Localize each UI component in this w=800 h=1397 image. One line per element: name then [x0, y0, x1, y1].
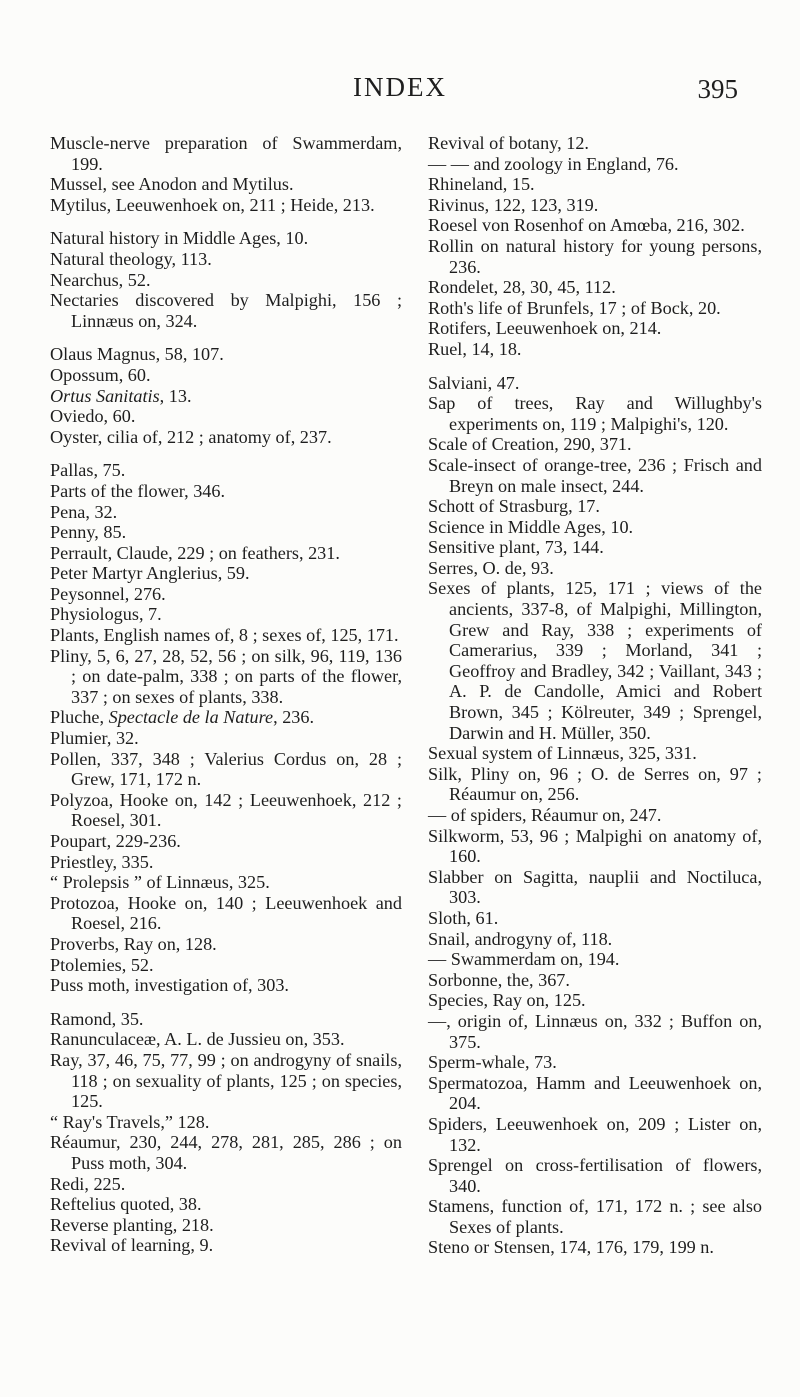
index-entry: Silk, Pliny on, 96 ; O. de Serres on, 97 ; Réaumur on, 256. [428, 763, 762, 805]
index-entry: Rondelet, 28, 30, 45, 112. [428, 277, 616, 298]
index-entry: Stamens, function of, 171, 172 n. ; see also Sexes of plants. [428, 1196, 762, 1237]
index-entry: —, origin of, Linnæus on, 332 ; Buffon on, 375. [428, 1010, 762, 1052]
index-entry: Ortus Sanitatis, 13. [50, 385, 192, 406]
index-entry: Species, Ray on, 125. [428, 990, 586, 1011]
index-entry: Ruel, 14, 18. [428, 338, 522, 359]
index-entry: Poupart, 229-236. [50, 831, 181, 851]
index-entry: Slabber on Sagitta, nauplii and Noctiluca, 303. [428, 866, 762, 908]
index-entry: Ptolemies, 52. [50, 954, 154, 975]
index-entry: Natural theology, 113. [50, 248, 212, 269]
index-entry: Sprengel on cross-fertilisation of flowers, 340. [428, 1155, 762, 1196]
index-entry: Plumier, 32. [50, 728, 139, 749]
index-entry: Sexes of plants, 125, 171 ; views of the ancients, 337-8, of Malpighi, Millington, Grew and Ray, 338 ; experiments of Camerarius, 339 ; Morland, 341 ; Geoffroy and Bradley, 342 ; Vaillant, 343 ; A. P. de Candolle, Amici and Robert Brown, 345 ; Kölreuter, 349 ; Sprengel, Darwin and H. Müller, 350. [428, 578, 762, 743]
index-entry: Reverse planting, 218. [50, 1214, 214, 1235]
index-entry: Redi, 225. [50, 1173, 126, 1194]
index-entry: Physiologus, 7. [50, 604, 162, 625]
index-entry: Roesel von Rosenhof on Amœba, 216, 302. [428, 215, 745, 236]
index-entry: Réaumur, 230, 244, 278, 281, 285, 286 ; on Puss moth, 304. [50, 1132, 402, 1173]
section-gap [50, 447, 402, 460]
index-entry: Olaus Magnus, 58, 107. [50, 344, 224, 365]
index-entry: Silkworm, 53, 96 ; Malpighi on anatomy of, 160. [428, 825, 762, 867]
index-entry: Peter Martyr Anglerius, 59. [50, 563, 250, 584]
index-entry: Polyzoa, Hooke on, 142 ; Leeuwenhoek, 212 ; Roesel, 301. [50, 789, 402, 831]
index-entry: Natural history in Middle Ages, 10. [50, 228, 309, 249]
index-entry: Ray, 37, 46, 75, 77, 99 ; on androgyny of snails, 118 ; on sexuality of plants, 125 ; on species, 125. [50, 1049, 402, 1112]
index-entry: Priestley, 335. [50, 851, 154, 872]
section-gap [50, 215, 402, 228]
index-entry: Sexual system of Linnæus, 325, 331. [428, 743, 697, 764]
index-entry: Parts of the flower, 346. [50, 480, 226, 501]
page-header [0, 72, 800, 112]
index-entry: Rivinus, 122, 123, 319. [428, 194, 599, 215]
page-title: INDEX [353, 72, 447, 102]
index-entry: Sloth, 61. [428, 907, 499, 928]
index-entry: Proverbs, Ray on, 128. [50, 933, 217, 954]
index-entry: Roth's life of Brunfels, 17 ; of Bock, 20. [428, 297, 721, 318]
index-entry: Pallas, 75. [50, 460, 126, 481]
index-entry: Peysonnel, 276. [50, 583, 166, 604]
index-entry: Oviedo, 60. [50, 406, 136, 427]
index-entry: Rotifers, Leeuwenhoek on, 214. [428, 318, 662, 339]
index-entry: Pluche, Spectacle de la Nature, 236. [50, 707, 315, 728]
index-entry: Opossum, 60. [50, 364, 151, 385]
index-entry: Muscle-nerve preparation of Swammerdam, 199. [50, 133, 402, 174]
index-column-left [50, 133, 402, 1256]
index-entry: “ Ray's Travels,” 128. [50, 1111, 210, 1132]
index-entry: Protozoa, Hooke on, 140 ; Leeuwenhoek and Roesel, 216. [50, 892, 402, 934]
section-gap [50, 996, 402, 1009]
index-entry: Perrault, Claude, 229 ; on feathers, 231. [50, 542, 340, 563]
index-entry: Revival of botany, 12. [428, 133, 589, 153]
index-entry: Ramond, 35. [50, 1008, 144, 1029]
index-entry: Spermatozoa, Hamm and Leeuwenhoek on, 204. [428, 1072, 762, 1114]
index-entry: Sensitive plant, 73, 144. [428, 537, 604, 558]
index-entry: Rhineland, 15. [428, 174, 535, 195]
index-entry: Scale-insect of orange-tree, 236 ; Frisch and Breyn on male insect, 244. [428, 454, 762, 496]
section-gap [50, 331, 402, 344]
index-entry: Pliny, 5, 6, 27, 28, 52, 56 ; on silk, 96, 119, 136 ; on date-palm, 338 ; on parts of the flower, 337 ; on sexes of plants, 338. [50, 645, 402, 707]
index-entry: Serres, O. de, 93. [428, 557, 554, 578]
index-entry: “ Prolepsis ” of Linnæus, 325. [50, 872, 270, 893]
index-entry: Pena, 32. [50, 501, 118, 522]
index-entry: Mytilus, Leeuwenhoek on, 211 ; Heide, 213. [50, 194, 375, 215]
index-entry: Salviani, 47. [428, 372, 520, 393]
index-column-right [428, 133, 762, 1258]
page-number: 395 [697, 74, 738, 104]
index-entry: Revival of learning, 9. [50, 1235, 214, 1256]
index-entry: Scale of Creation, 290, 371. [428, 434, 632, 455]
index-entry: Sap of trees, Ray and Willughby's experiments on, 119 ; Malpighi's, 120. [428, 393, 762, 434]
index-entry: — Swammerdam on, 194. [428, 949, 620, 970]
index-entry: Penny, 85. [50, 522, 127, 543]
index-entry: Reftelius quoted, 38. [50, 1194, 202, 1215]
index-entry: Pollen, 337, 348 ; Valerius Cordus on, 28 ; Grew, 171, 172 n. [50, 748, 402, 790]
index-entry: Sperm-whale, 73. [428, 1052, 557, 1073]
index-entry: — of spiders, Réaumur on, 247. [428, 805, 662, 825]
index-entry: Spiders, Leeuwenhoek on, 209 ; Lister on, 132. [428, 1113, 762, 1155]
index-entry: Oyster, cilia of, 212 ; anatomy of, 237. [50, 426, 332, 447]
index-entry: Schott of Strasburg, 17. [428, 496, 600, 517]
index-entry: Rollin on natural history for young persons, 236. [428, 235, 762, 277]
index-entry: Snail, androgyny of, 118. [428, 928, 613, 949]
index-entry: Ranunculaceæ, A. L. de Jussieu on, 353. [50, 1029, 345, 1050]
index-entry: Mussel, see Anodon and Mytilus. [50, 174, 294, 195]
index-entry: Steno or Stensen, 174, 176, 179, 199 n. [428, 1237, 714, 1258]
index-entry: Sorbonne, the, 367. [428, 969, 570, 990]
section-gap [428, 360, 762, 373]
index-entry: Puss moth, investigation of, 303. [50, 975, 289, 996]
index-entry: — — and zoology in England, 76. [428, 153, 679, 174]
index-entry: Nectaries discovered by Malpighi, 156 ; Linnæus on, 324. [50, 290, 402, 331]
index-entry: Nearchus, 52. [50, 269, 151, 290]
index-entry: Plants, English names of, 8 ; sexes of, 125, 171. [50, 625, 399, 646]
index-entry: Science in Middle Ages, 10. [428, 516, 634, 537]
